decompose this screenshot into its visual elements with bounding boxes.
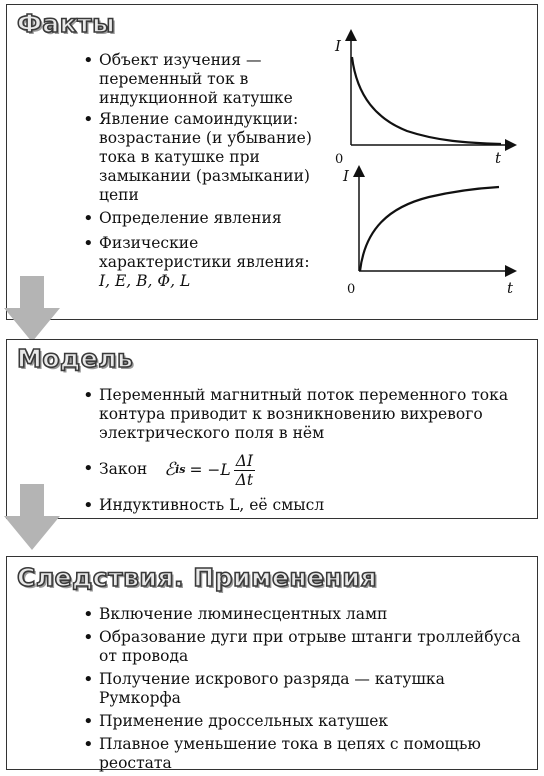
graph-decreasing <box>337 27 517 167</box>
list-item: • Индуктивность L, её смысл <box>83 496 523 515</box>
formula-denominator: Δt <box>235 470 254 489</box>
facts-characteristics-label: Физические характеристики явления: <box>99 234 310 271</box>
origin-label: 0 <box>347 282 356 297</box>
list-item: • Включение люминесцентных ламп <box>83 605 528 624</box>
down-arrow-icon <box>4 484 60 550</box>
x-axis-label: t <box>495 149 502 167</box>
model-panel <box>6 339 538 519</box>
list-item: • Образование дуги при отрыве штанги троллейбуса от провода <box>83 628 528 666</box>
facts-list <box>83 51 333 291</box>
graph-increasing <box>337 167 517 307</box>
facts-panel <box>6 4 538 320</box>
list-item <box>83 234 333 291</box>
formula-equals: = −L <box>189 461 231 479</box>
list-item: • Объект изучения — переменный ток в индукционной катушке <box>83 51 333 108</box>
self-induction-formula <box>164 450 255 490</box>
list-item: • Переменный магнитный поток переменного тока контура приводит к возникновению вихревого электрического поля в нём <box>83 386 523 443</box>
y-axis-label: I <box>335 37 341 55</box>
list-item: • Плавное уменьшение тока в цепях с помощью реостата <box>83 735 528 773</box>
model-heading: Модель <box>17 344 134 373</box>
decay-curve <box>352 57 501 144</box>
law-label: Закон <box>99 460 148 478</box>
consequences-heading: Следствия. Применения <box>17 563 377 592</box>
list-item <box>83 449 523 490</box>
consequences-list <box>83 605 528 773</box>
facts-quantities: I, E, B, Φ, L <box>99 272 191 290</box>
model-list <box>83 386 523 515</box>
list-item: • Получение искрового разряда — катушка Румкорфа <box>83 670 528 708</box>
down-arrow-icon <box>4 276 60 342</box>
emf-symbol: ℰ <box>164 459 176 480</box>
formula-numerator: ΔI <box>235 451 254 470</box>
origin-label: 0 <box>335 152 344 167</box>
list-item: • Определение явления <box>83 209 333 228</box>
y-axis-label: I <box>343 167 349 185</box>
consequences-panel <box>6 556 538 770</box>
list-item: • Явление самоиндукции: возрастание (и убывание) тока в катушке при замыкании (размыкании) цепи <box>83 110 333 205</box>
x-axis-label: t <box>507 279 514 297</box>
list-item: • Применение дроссельных катушек <box>83 712 528 731</box>
formula-fraction <box>234 452 255 489</box>
emf-subscript: is <box>175 463 186 476</box>
facts-heading: Факты <box>17 9 116 38</box>
growth-curve <box>360 187 499 271</box>
